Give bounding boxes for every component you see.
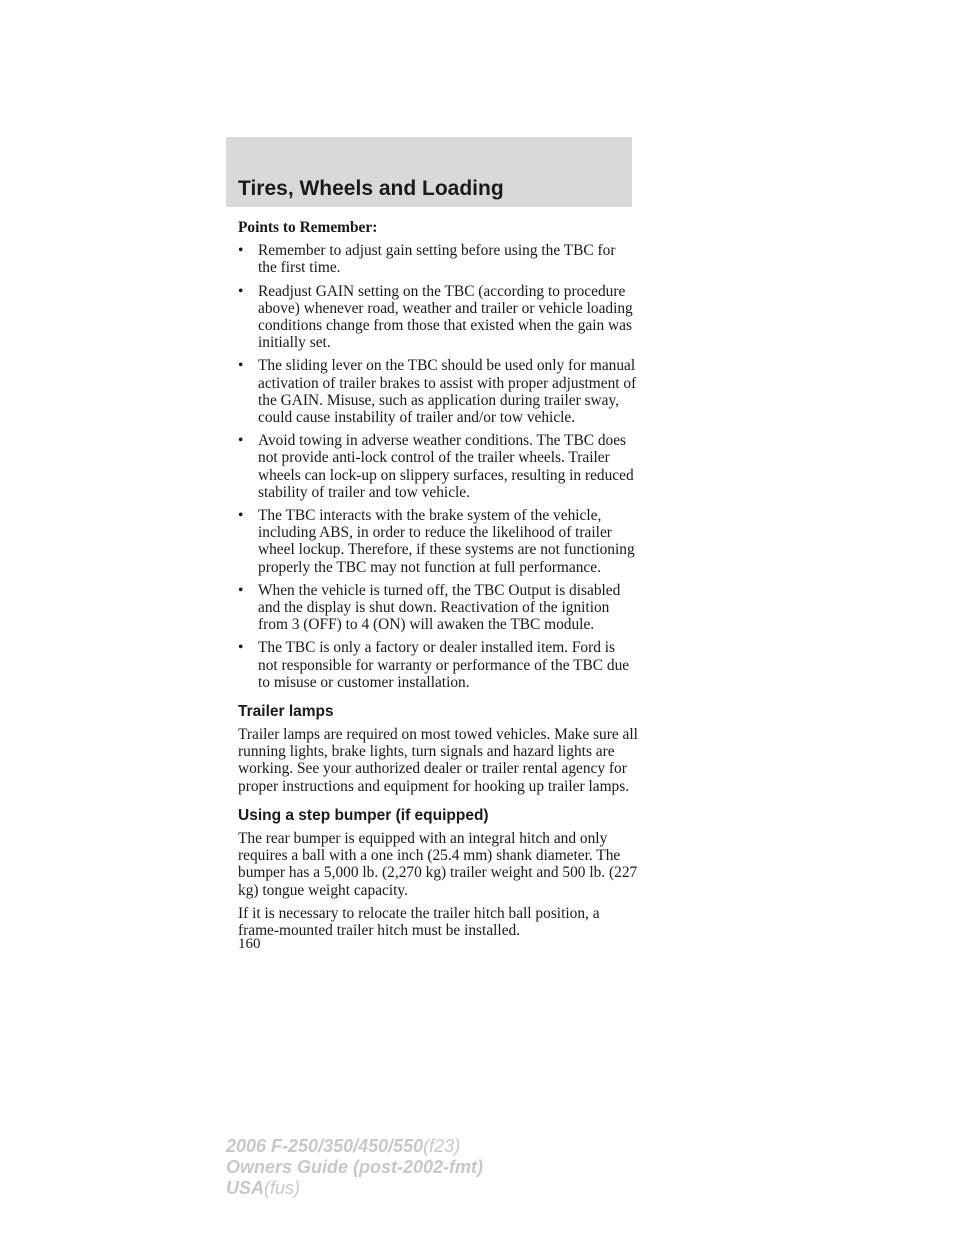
points-list [238,242,638,691]
section-title: Tires, Wheels and Loading [238,177,504,200]
footer-guide: Owners Guide (post-2002-fmt) [226,1157,484,1177]
list-item [238,639,638,691]
step-bumper-heading: Using a step bumper (if equipped) [238,806,489,824]
document-footer [226,1136,483,1199]
bullet-icon: • [238,639,244,657]
bullet-icon: • [238,282,244,300]
list-item [238,432,638,501]
footer-model: 2006 F-250/350/450/550 [226,1136,424,1156]
step-bumper-paragraph: The rear bumper is equipped with an integral hitch and only requires a ball with a one inch (25.4 mm) shank diameter. The bumper has a 5,000 lb. (2,270 kg) trailer weight and 500 lb. (227 kg) tongue weight capacity. [238,829,638,899]
bullet-icon: • [238,242,244,260]
bullet-icon: • [238,357,244,375]
list-item-text: Avoid towing in adverse weather conditions. The TBC does not provide anti-lock control of the trailer wheels. Trailer wheels can lock-up on slippery surfaces, resulting in reduced stability of trailer and tow vehicle. [258,432,634,501]
list-item-text: The TBC is only a factory or dealer installed item. Ford is not responsible for warranty or performance of the TBC due to misuse or customer installation. [258,639,630,691]
page-number: 160 [238,936,261,952]
bullet-icon: • [238,581,244,599]
list-item [238,582,638,634]
points-to-remember-title: Points to Remember: [238,219,378,236]
list-item [238,357,638,426]
list-item-text: The sliding lever on the TBC should be used only for manual activation of trailer brakes to assist with proper adjustment of the GAIN. Misuse, such as application during trailer sway, could cause instability of trailer and/or tow vehicle. [258,357,637,427]
footer-guide-line [226,1157,483,1178]
page-content [238,219,638,945]
bullet-icon: • [238,432,244,450]
footer-model-line [226,1136,483,1157]
list-item [238,283,638,352]
footer-market-code: (fus) [264,1178,301,1198]
footer-market: USA [226,1178,265,1198]
list-item-text: Remember to adjust gain setting before using the TBC for the first time. [258,242,616,277]
footer-market-line [226,1178,483,1199]
section-header-band [226,137,632,207]
list-item-text: The TBC interacts with the brake system of the vehicle, including ABS, in order to reduce the likelihood of trailer wheel lockup. Therefore, if these systems are not functioning properly the TBC may not function at full performance. [258,507,635,576]
list-item-text: Readjust GAIN setting on the TBC (according to procedure above) whenever road, weather and trailer or vehicle loading conditions change from those that existed when the gain was initially set. [258,282,633,352]
list-item [238,507,638,576]
bullet-icon: • [238,507,244,525]
footer-model-code: (f23) [423,1136,461,1156]
hitch-relocation-paragraph: If it is necessary to relocate the trailer hitch ball position, a frame-mounted trailer hitch must be installed. [238,904,600,939]
trailer-lamps-paragraph: Trailer lamps are required on most towed vehicles. Make sure all running lights, brake lights, turn signals and hazard lights are working. See your authorized dealer or trailer rental agency for proper instructions and equipment for hooking up trailer lamps. [238,726,638,795]
trailer-lamps-heading: Trailer lamps [238,703,334,721]
list-item-text: When the vehicle is turned off, the TBC Output is disabled and the display is shut down. Reactivation of the ignition from 3 (OFF) to 4 (ON) will awaken the TBC module. [258,581,621,634]
list-item [238,242,638,276]
